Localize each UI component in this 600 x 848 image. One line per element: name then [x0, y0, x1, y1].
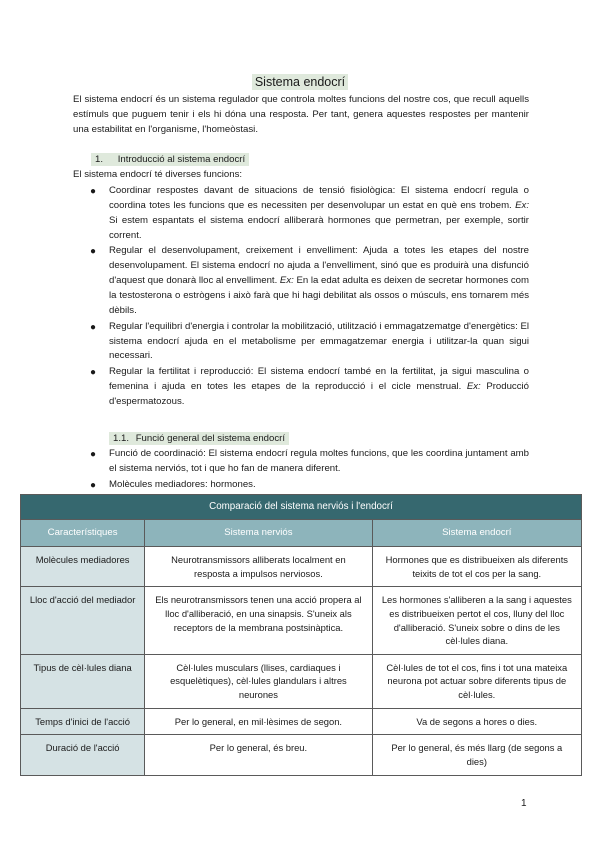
bullet-icon: ●	[90, 246, 97, 258]
section-heading-1: 1. Introducció al sistema endocrí	[91, 153, 249, 168]
row-header: Tipus de cèl·lules diana	[21, 654, 145, 708]
table-cell: Va de segons a hores o dies.	[372, 708, 581, 735]
document-title: Sistema endocrí	[0, 73, 600, 92]
list-item: ● Regular l'equilibri d'energia i controlar la mobilització, utilització i emmagatzematge d'energètics: El sistema endocrí ajuda en el metabolisme per emmagatzemar energia i utilitzar-la quan sigui necessari.	[90, 320, 529, 362]
table-cell: Cèl·lules musculars (llises, cardiaques i esquelètiques), cèl·lules glandulars i altres neurones	[145, 654, 372, 708]
table-row	[21, 547, 582, 587]
comparison-table	[20, 494, 582, 776]
section-heading-1-1: 1.1. Funció general del sistema endocrí	[109, 432, 289, 447]
list-item: ● Regular el desenvolupament, creixement i envelliment: Ajuda a totes les etapes del nostre desenvolupament. El sistema endocrí no ajuda a l'envelliment, sinó que es produirà una disfunció d'aquest que donarà lloc al envelliment. Ex: En la edat adulta es deixen de secretar hormones com la testosterona o estrògens i això farà que hi hagi debilitat als ossos o músculs, ens tornarem més dèbils.	[90, 245, 529, 316]
row-header: Duració de l'acció	[21, 735, 145, 775]
page-number: 1	[521, 798, 527, 809]
bullet-icon: ●	[90, 186, 97, 197]
row-header: Lloc d'acció del mediador	[21, 587, 145, 655]
bullet-icon: ●	[90, 449, 97, 460]
table-cell: Per lo general, és breu.	[145, 735, 372, 775]
table-cell: Hormones que es distribueixen als diferents teixits de tot el cos per la sang.	[372, 547, 581, 587]
table-cell: Cèl·lules de tot el cos, fins i tot una mateixa neurona pot actuar sobre diferents tipus de cèl·lules.	[372, 654, 581, 708]
column-header-endocrine: Sistema endocrí	[372, 520, 581, 547]
column-header-characteristics: Característiques	[21, 520, 145, 547]
functions-lead: El sistema endocrí té diverses funcions:	[73, 169, 243, 180]
table-cell: Per lo general, en mil·lèsimes de segon.	[145, 708, 372, 735]
bullet-icon: ●	[90, 367, 97, 379]
table-row	[21, 587, 582, 655]
table-cell: Per lo general, és més llarg (de segons a dies)	[372, 735, 581, 775]
row-header: Molècules mediadores	[21, 547, 145, 587]
table-cell: Els neurotransmissors tenen una acció propera al lloc d'alliberació, en una sinapsis. S'uneix als receptors de la membrana postsinàptica.	[145, 587, 372, 655]
bullet-icon: ●	[90, 321, 97, 333]
table-row	[21, 708, 582, 735]
list-item: ● Coordinar respostes davant de situacions de tensió fisiològica: El sistema endocrí regula o coordina totes les funcions que es necessiten per desenvolupar un estat en què ens trobem. Ex: Si estem espantats el sistema endocrí alliberarà hormones que permetran, per exemple, sortir corrent.	[90, 185, 529, 241]
list-item: ● Regular la fertilitat i reproducció: El sistema endocrí també en la fertilitat, ja sigui masculina o femenina i ajuda en totes les etapes de la reproducció i el cicle menstrual. Ex: Producció d'espermatozous.	[90, 366, 529, 408]
table-row	[21, 735, 582, 775]
table-cell: Les hormones s'alliberen a la sang i aquestes es distribueixen pertot el cos, lluny del lloc d'alliberació. S'uneix sobre o dins de les cèl·lules diana.	[372, 587, 581, 655]
functions-list	[73, 184, 529, 411]
row-header: Temps d'inici de l'acció	[21, 708, 145, 735]
table-cell: Neurotransmissors alliberats localment en resposta a impulsos nerviosos.	[145, 547, 372, 587]
general-list	[73, 447, 529, 494]
list-item: ● Funció de coordinació: El sistema endocrí regula moltes funcions, que les coordina juntament amb el sistema nerviós, tot i que ho fan de manera diferent.	[90, 448, 529, 474]
table-row	[21, 654, 582, 708]
table-caption: Comparació del sistema nerviós i l'endocrí	[21, 495, 582, 520]
intro-paragraph: El sistema endocrí és un sistema regulador que controla moltes funcions del nostre cos, que recull aquells estímuls que puguem tenir i els hi dóna una resposta. Per tant, genera aquestes respostes per mantenir una estabilitat en l'organisme, l'homeòstasi.	[73, 94, 529, 135]
column-header-nervous: Sistema nerviós	[145, 520, 372, 547]
list-item: ● Molècules mediadores: hormones.	[73, 478, 529, 493]
bullet-icon: ●	[90, 479, 97, 491]
